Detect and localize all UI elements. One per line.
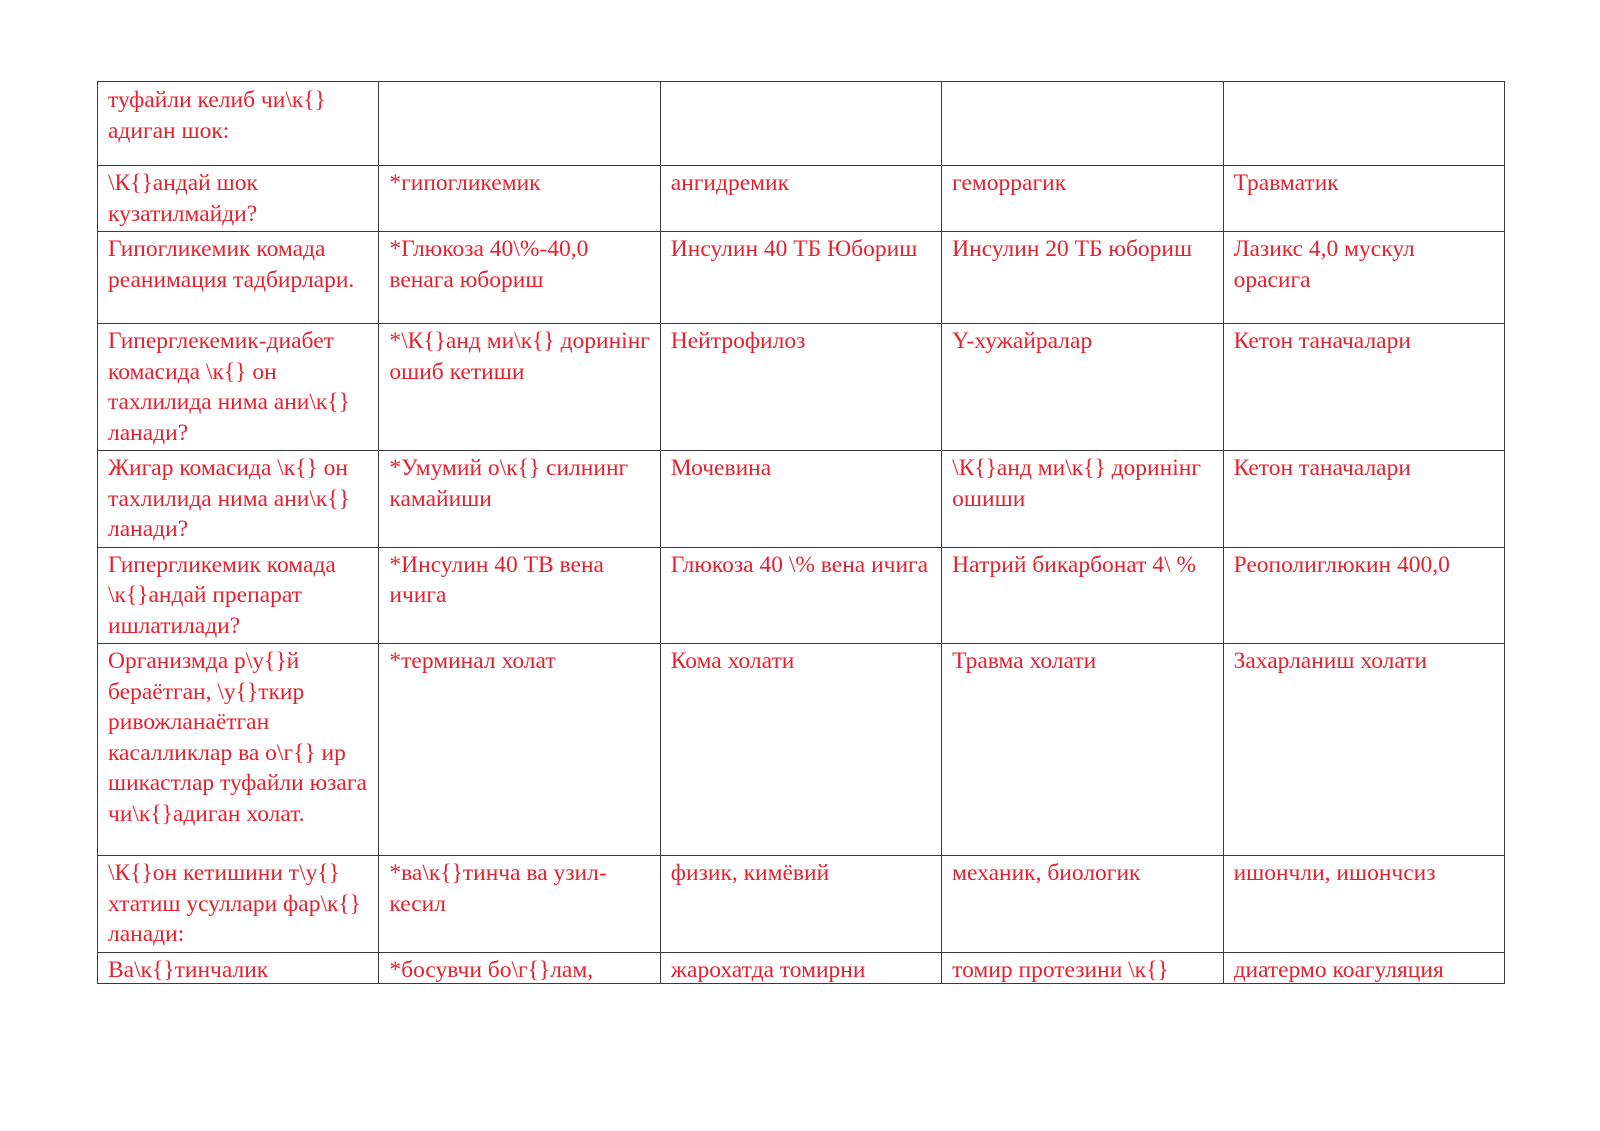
answer-cell: механик, биологик bbox=[942, 856, 1223, 953]
answer-cell: Натрий бикарбонат 4\ % bbox=[942, 547, 1223, 644]
answer-cell: Травматик bbox=[1223, 166, 1504, 232]
question-cell: Гипогликемик комада реанимация тадбирлари. bbox=[98, 232, 379, 324]
answer-cell: \К{}анд ми\к{} доринінг ошиши bbox=[942, 451, 1223, 548]
answer-cell bbox=[1223, 82, 1504, 166]
question-cell: Гиперглекемик-диабет комасида \к{} он тахлилида нима ани\к{}ланади? bbox=[98, 324, 379, 451]
table-row bbox=[98, 952, 1505, 983]
answer-cell bbox=[660, 952, 941, 983]
correct-answer-cell: *ва\к{}тинча ва узил-кесил bbox=[379, 856, 660, 953]
correct-answer-cell: *Умумий о\к{} силнинг камайиши bbox=[379, 451, 660, 548]
question-cell: Жигар комасида \к{} он тахлилида нима ани\к{}ланади? bbox=[98, 451, 379, 548]
table-row bbox=[98, 82, 1505, 166]
question-cell: туфайли келиб чи\к{} адиган шок: bbox=[98, 82, 379, 166]
answer-cell: Травма холати bbox=[942, 644, 1223, 856]
answer-cell: ишончли, ишончсиз bbox=[1223, 856, 1504, 953]
answer-cell: геморрагик bbox=[942, 166, 1223, 232]
answer-cell: Кома холати bbox=[660, 644, 941, 856]
correct-answer-cell: *Глюкоза 40\%-40,0 венага юбориш bbox=[379, 232, 660, 324]
table-row bbox=[98, 232, 1505, 324]
question-cell: Организмда р\у{}й бераётган, \у{}ткир ривожланаётган касалликлар ва о\г{} ир шикастлар туфайли юзага чи\к{}адиган холат. bbox=[98, 644, 379, 856]
table-row bbox=[98, 547, 1505, 644]
table-row bbox=[98, 856, 1505, 953]
cell-text: диатермо коагуляция bbox=[1233, 956, 1444, 983]
correct-answer-cell bbox=[379, 82, 660, 166]
answer-cell bbox=[1223, 952, 1504, 983]
table-row bbox=[98, 644, 1505, 856]
answer-cell: Y-хужайралар bbox=[942, 324, 1223, 451]
answer-cell bbox=[942, 952, 1223, 983]
table-row bbox=[98, 324, 1505, 451]
cell-text: жарохатда томирни bbox=[670, 956, 866, 983]
answer-cell: Инсулин 20 ТБ юбориш bbox=[942, 232, 1223, 324]
question-cell: \К{}он кетишини т\у{}хтатиш усуллари фар\к{}ланади: bbox=[98, 856, 379, 953]
answer-cell: Мочевина bbox=[660, 451, 941, 548]
answer-cell: Лазикс 4,0 мускул орасига bbox=[1223, 232, 1504, 324]
question-cell bbox=[98, 952, 379, 983]
cell-text: Ва\к{}тинчалик bbox=[108, 956, 269, 983]
answer-cell bbox=[942, 82, 1223, 166]
cell-text: томир протезини \к{} bbox=[952, 956, 1169, 983]
answer-cell: Нейтрофилоз bbox=[660, 324, 941, 451]
question-cell: Гипергликемик комада \к{}андай препарат ишлатилади? bbox=[98, 547, 379, 644]
table-row bbox=[98, 451, 1505, 548]
answer-cell: Кетон таначалари bbox=[1223, 451, 1504, 548]
correct-answer-cell: *Инсулин 40 ТВ вена ичига bbox=[379, 547, 660, 644]
answer-cell bbox=[660, 82, 941, 166]
answer-cell: Инсулин 40 ТБ Юбориш bbox=[660, 232, 941, 324]
answer-cell: Захарланиш холати bbox=[1223, 644, 1504, 856]
correct-answer-cell: *\К{}анд ми\к{} доринінг ошиб кетиши bbox=[379, 324, 660, 451]
answer-cell: ангидремик bbox=[660, 166, 941, 232]
answer-cell: физик, кимёвий bbox=[660, 856, 941, 953]
answer-cell: Глюкоза 40 \% вена ичига bbox=[660, 547, 941, 644]
answer-cell: Реополиглюкин 400,0 bbox=[1223, 547, 1504, 644]
correct-answer-cell: *гипогликемик bbox=[379, 166, 660, 232]
table-row bbox=[98, 166, 1505, 232]
quiz-table bbox=[97, 81, 1505, 984]
question-cell: \К{}андай шок кузатилмайди? bbox=[98, 166, 379, 232]
correct-answer-cell bbox=[379, 952, 660, 983]
correct-answer-cell: *терминал холат bbox=[379, 644, 660, 856]
cell-text: *босувчи бо\г{}лам, bbox=[389, 956, 594, 983]
answer-cell: Кетон таначалари bbox=[1223, 324, 1504, 451]
